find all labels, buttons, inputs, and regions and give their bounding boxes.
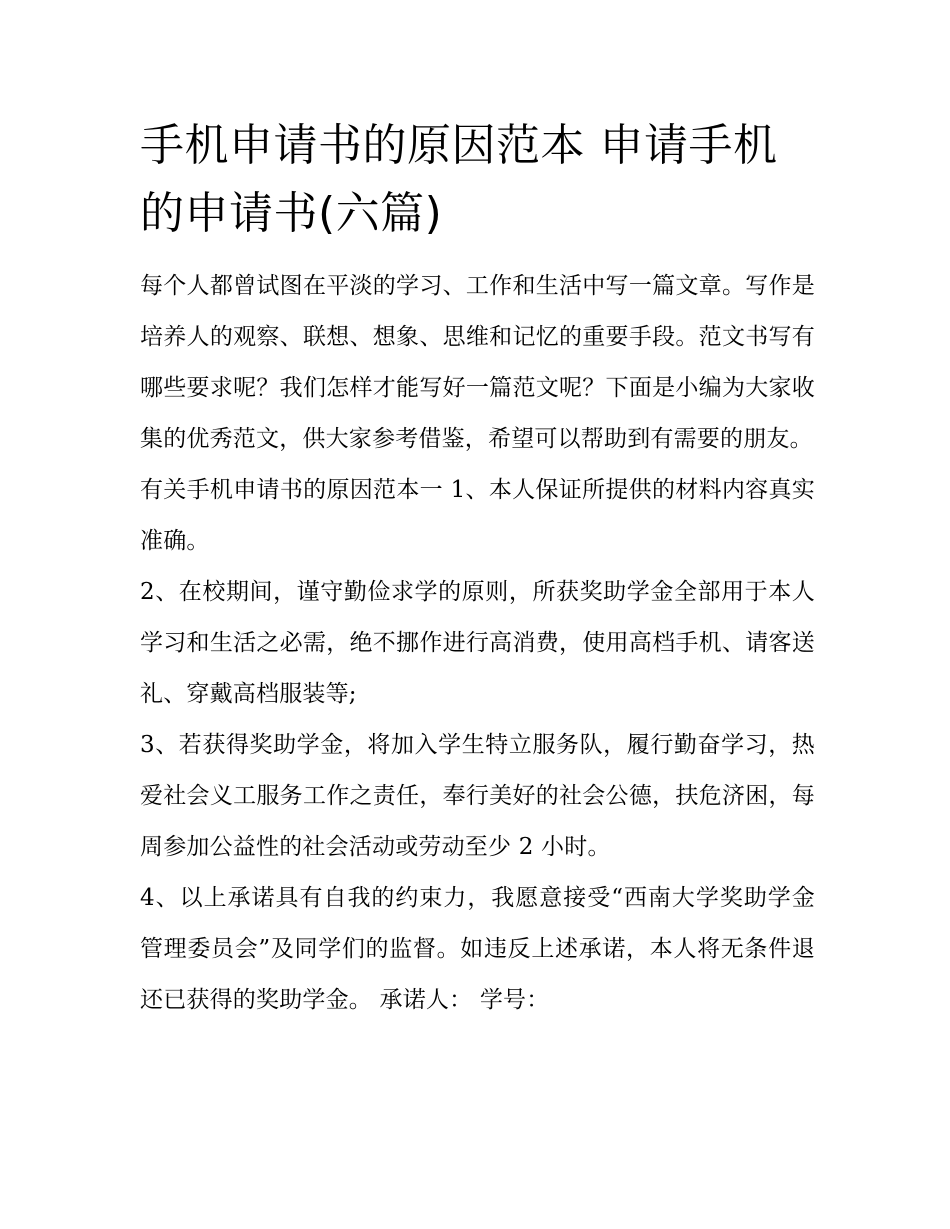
document-body [140, 112, 815, 1026]
paragraph-item-1: 有关手机申请书的原因范本一 1、本人保证所提供的材料内容真实准确。 [140, 477, 815, 554]
paragraph-item-4: 4、以上承诺具有自我的约束力，我愿意接受“西南大学奖助学金管理委员会”及同学们的监督。如违反上述承诺，本人将无条件退还已获得的奖助学金。 承诺人： 学号： [140, 885, 815, 1013]
paragraph-intro: 每个人都曾试图在平淡的学习、工作和生活中写一篇文章。写作是培养人的观察、联想、想象、思维和记忆的重要手段。范文书写有哪些要求呢？我们怎样才能写好一篇范文呢？下面是小编为大家收集的优秀范文，供大家参考借鉴，希望可以帮助到有需要的朋友。 [140, 273, 815, 452]
document-title: 手机申请书的原因范本 申请手机的申请书(六篇) [140, 120, 778, 239]
paragraph-item-3: 3、若获得奖助学金，将加入学生特立服务队，履行勤奋学习，热爱社会义工服务工作之责任，奉行美好的社会公德，扶危济困，每周参加公益性的社会活动或劳动至少 2 小时。 [140, 732, 815, 860]
paragraph-item-2: 2、在校期间，谨守勤俭求学的原则，所获奖助学金全部用于本人学习和生活之必需，绝不挪作进行高消费，使用高档手机、请客送礼、穿戴高档服装等; [140, 579, 815, 707]
